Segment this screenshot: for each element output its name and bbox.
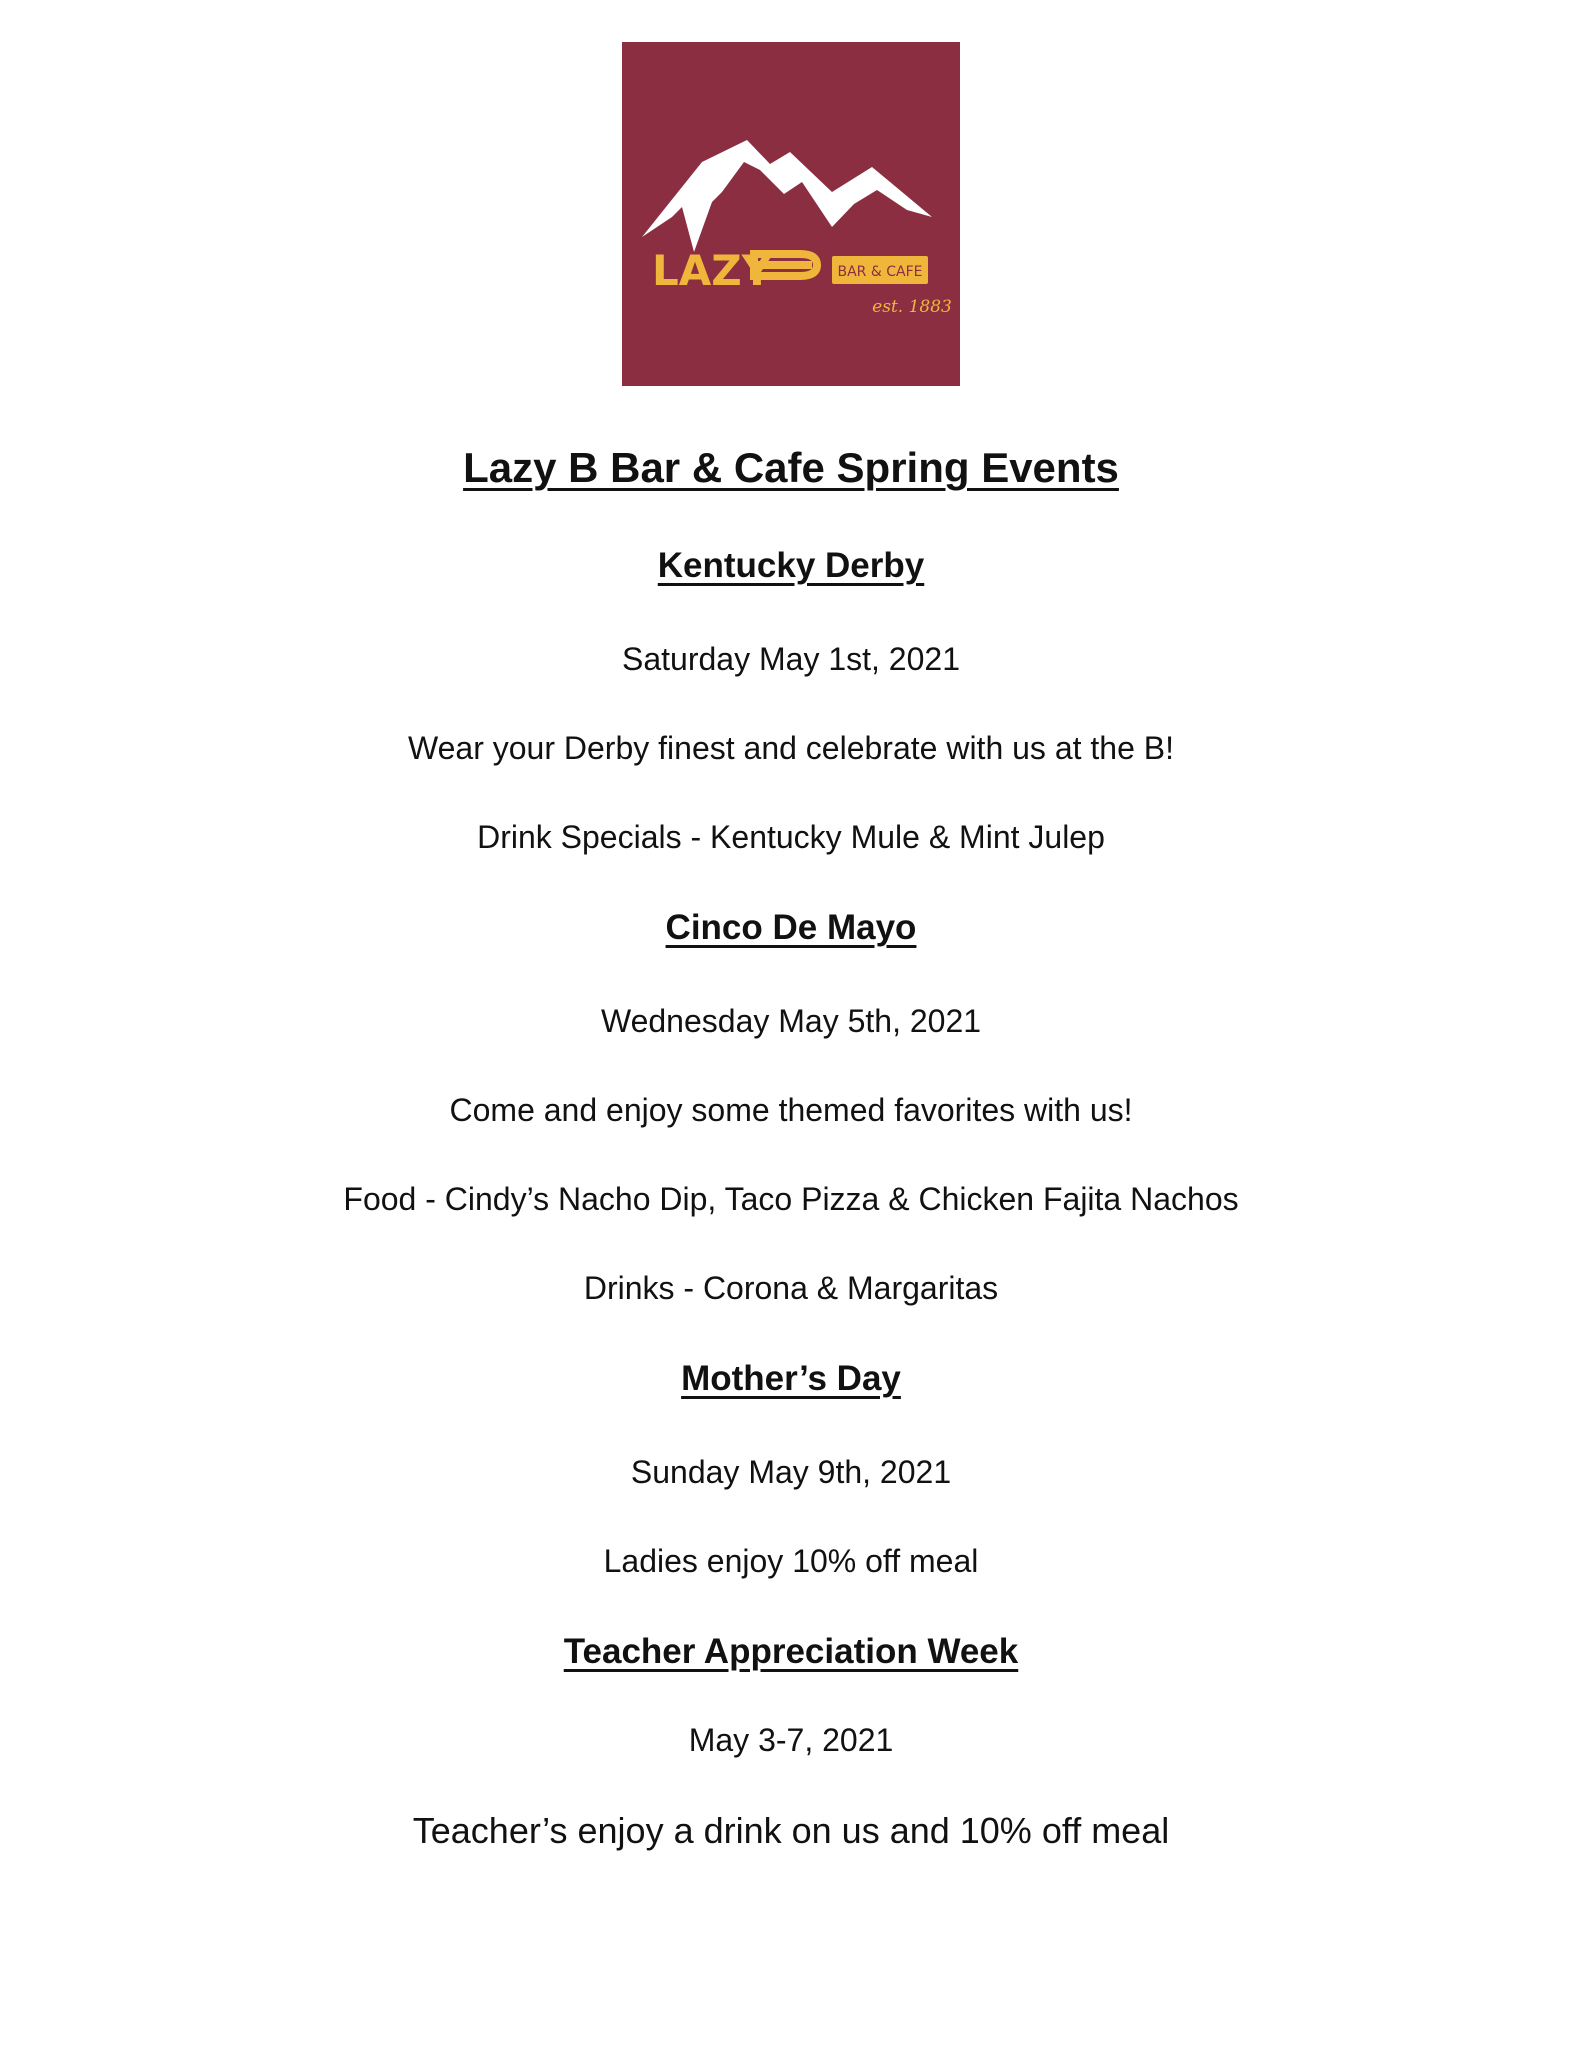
event-date-mothers-day: Sunday May 9th, 2021 [630, 1454, 952, 1490]
logo-established: est. 1883 [872, 297, 952, 317]
event-date-cinco-de-mayo: Wednesday May 5th, 2021 [600, 1003, 982, 1039]
event-description: Wear your Derby finest and celebrate with us at the B! [407, 730, 1174, 766]
event-specials: Drink Specials - Kentucky Mule & Mint Julep [477, 819, 1105, 855]
logo-tag: BAR & CAFE [837, 264, 923, 280]
logo-b-letter-icon [754, 254, 817, 276]
event-date-teacher-appreciation: May 3-7, 2021 [688, 1722, 894, 1758]
event-heading-mothers-day: Mother’s Day [681, 1359, 901, 1398]
page-title: Lazy B Bar & Cafe Spring Events [463, 444, 1119, 491]
event-drinks: Drinks - Corona & Margaritas [583, 1270, 999, 1306]
lazy-b-logo [622, 42, 960, 386]
event-offer: Ladies enjoy 10% off meal [603, 1543, 979, 1579]
logo-wordmark: LAZY [652, 246, 773, 295]
mountain-peaks-icon [642, 140, 932, 252]
event-food: Food - Cindy’s Nacho Dip, Taco Pizza & Chicken Fajita Nachos [343, 1181, 1239, 1217]
event-heading-kentucky-derby: Kentucky Derby [657, 546, 925, 585]
event-description: Come and enjoy some themed favorites with us! [449, 1092, 1133, 1128]
event-date-kentucky-derby: Saturday May 1st, 2021 [622, 641, 960, 677]
event-heading-cinco-de-mayo: Cinco De Mayo [665, 908, 917, 947]
event-heading-teacher-appreciation: Teacher Appreciation Week [563, 1632, 1019, 1671]
event-offer: Teacher’s enjoy a drink on us and 10% off meal [412, 1810, 1170, 1851]
